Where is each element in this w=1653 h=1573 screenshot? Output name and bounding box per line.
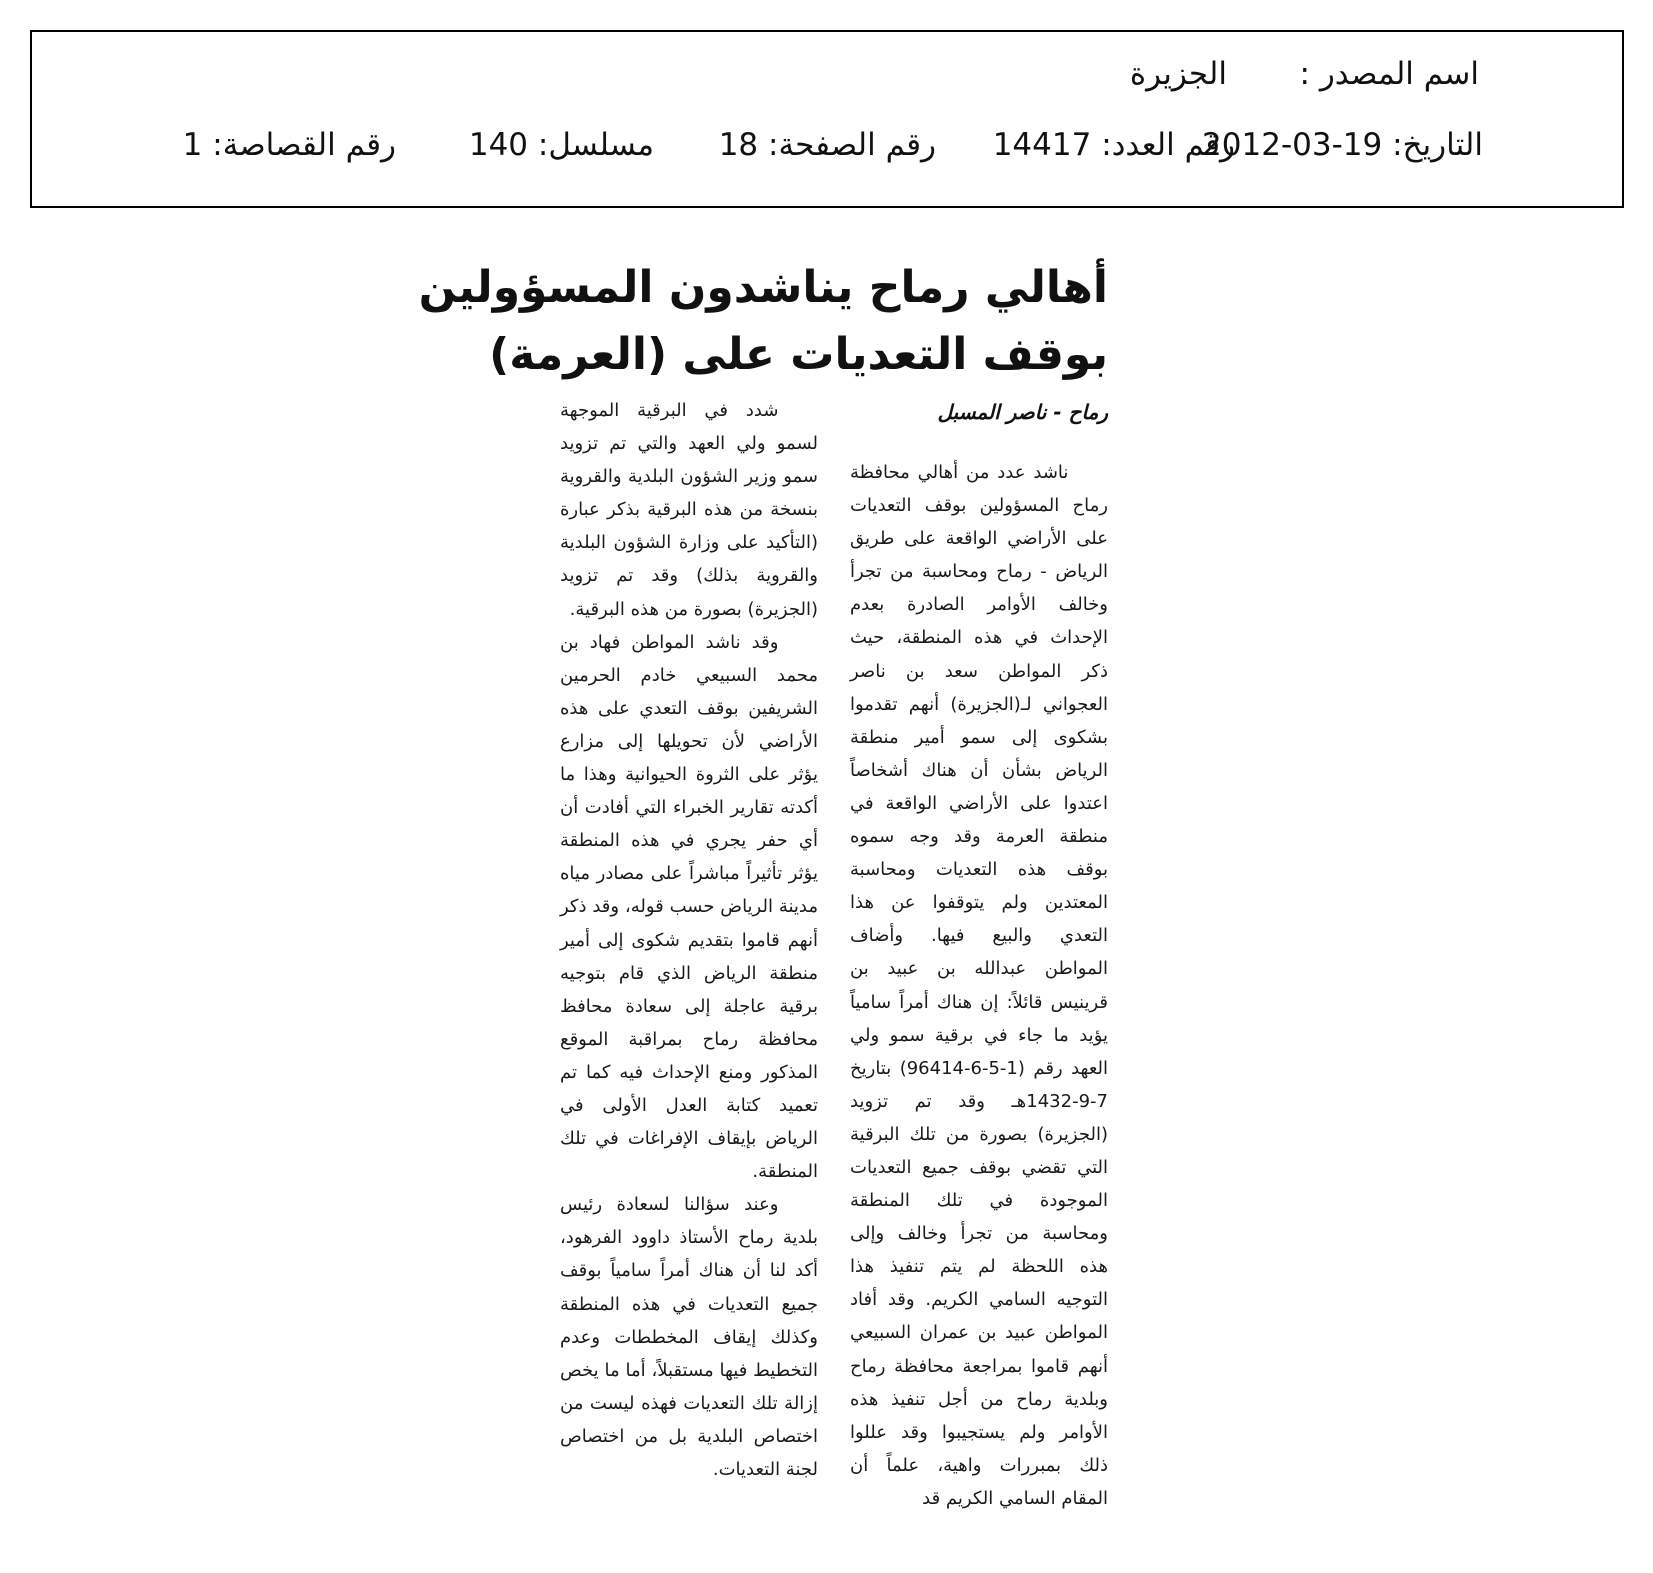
page-value: 18: [718, 127, 759, 163]
paragraph: شدد في البرقية الموجهة لسمو ولي العهد والتي تم تزويد سمو وزير الشؤون البلدية والقروية بنسخة من هذه البرقية بذكر عبارة (التأكيد على وزارة الشؤون البلدية والقروية بذلك) وقد تم تزويد (الجزيرة) بصورة من هذه البرقية.: [560, 400, 818, 620]
issue-label: رقم العدد:: [1101, 127, 1235, 163]
source-value: الجزيرة: [1129, 56, 1227, 92]
clip-field: [183, 125, 396, 165]
page-label: رقم الصفحة:: [768, 127, 936, 163]
byline: رماح - ناصر المسبل: [937, 400, 1108, 424]
clip-label: رقم القصاصة:: [212, 127, 396, 163]
serial-label: مسلسل:: [537, 127, 654, 163]
date-label: التاريخ:: [1392, 127, 1483, 163]
headline-line-1: أهالي رماح يناشدون المسؤولين: [418, 262, 1108, 313]
source-label: اسم المصدر :: [1299, 56, 1479, 92]
article-column-right: [850, 456, 1108, 1515]
paragraph: وقد ناشد المواطن فهاد بن محمد السبيعي خادم الحرمين الشريفين بوقف التعدي على هذه الأراضي لأن تحويلها إلى مزارع يؤثر على الثروة الحيوانية وهذا ما أكدته تقارير الخبراء التي أفادت أن أي حفر يجري في هذه المنطقة يؤثر تأثيراً مباشراً على مصادر مياه مدينة الرياض حسب قوله، وقد ذكر أنهم قاموا بتقديم شكوى إلى أمير منطقة الرياض الذي قام بتوجيه برقية عاجلة إلى سعادة محافظ محافظة رماح بمراقبة الموقع المذكور ومنع الإحداث فيه كما تم تعميد كتابة العدل الأولى في الرياض بإيقاف الإفراغات في تلك المنطقة.: [560, 631, 818, 1183]
paragraph: وعند سؤالنا لسعادة رئيس بلدية رماح الأستاذ داوود الفرهود، أكد لنا أن هناك أمراً سامياً بوقف جميع التعديات في هذه المنطقة وكذلك إيقاف المخططات وعدم التخطيط فيها مستقبلاً، أما ما يخص إزالة تلك التعديات فهذه ليست من اختصاص البلدية بل من اختصاص لجنة التعديات.: [560, 1194, 818, 1480]
serial-value: 140: [468, 127, 529, 163]
serial-field: [469, 125, 654, 165]
issue-value: 14417: [992, 127, 1092, 163]
article-column-left: [560, 394, 818, 1486]
clip-value: 1: [182, 127, 203, 163]
page-field: [719, 125, 936, 165]
date-field: [1202, 125, 1483, 165]
headline-line-2: بوقف التعديات على (العرمة): [489, 329, 1108, 380]
issue-field: [993, 125, 1235, 165]
date-value: 2012-03-19: [1202, 127, 1383, 163]
paragraph: ناشد عدد من أهالي محافظة رماح المسؤولين بوقف التعديات على الأراضي الواقعة على طريق الرياض - رماح ومحاسبة من تجرأ وخالف الأوامر الصادرة بعدم الإحداث في هذه المنطقة، حيث ذكر المواطن سعد بن ناصر العجواني لـ(الجزيرة) أنهم تقدموا بشكوى إلى سمو أمير منطقة الرياض بشأن أن هناك أشخاصاً اعتدوا على الأراضي الواقعة في منطقة العرمة وقد وجه سموه بوقف هذه التعديات ومحاسبة المعتدين ولم يتوقفوا عن هذا التعدي والبيع فيها. وأضاف المواطن عبدالله بن عبيد بن قرينيس قائلاً: إن هناك أمراً سامياً يؤيد ما جاء في برقية سمو ولي العهد رقم (1-5-6-96414) بتاريخ 7-9-1432هـ وقد تم تزويد (الجزيرة) بصورة من تلك البرقية التي تقضي بوقف جميع التعديات الموجودة في تلك المنطقة ومحاسبة من تجرأ وخالف وإلى هذه اللحظة لم يتم تنفيذ هذا التوجيه السامي الكريم. وقد أفاد المواطن عبيد بن عمران السبيعي أنهم قاموا بمراجعة محافظة رماح وبلدية رماح من أجل تنفيذ هذه الأوامر ولم يستجيبوا وقد عللوا ذلك بمبررات واهية، علماً أن المقام السامي الكريم قد: [850, 462, 1108, 1509]
